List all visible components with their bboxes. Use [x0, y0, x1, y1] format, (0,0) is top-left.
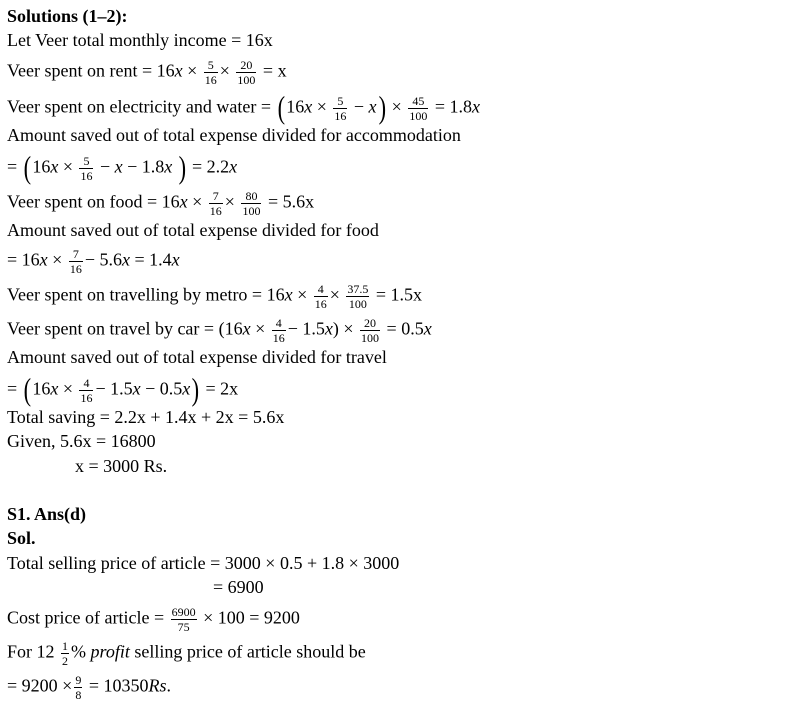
fraction: $\frac{4}{16}$ — [80, 376, 93, 405]
eq-food: Veer spent on food = 16x × $\frac{7}{16}$ × $\frac{80}{100}$ = 5.6x — [7, 189, 315, 218]
eq-travel-saving: = (16x × $\frac{4}{16}$ − 1.5x − 0.5x) = 2x — [7, 370, 239, 407]
text-line-food-saving: Amount saved out of total expense divided for food — [7, 220, 379, 240]
fraction: $\frac{6900}{75}$ — [171, 605, 196, 634]
answer-heading: S1. Ans(d) — [7, 504, 87, 524]
text-line-x-value: x = 3000 Rs. — [75, 456, 168, 476]
eq-total-selling-price-result: = 6900 — [213, 577, 264, 597]
fraction: $\frac{5}{16}$ — [80, 154, 93, 183]
text-line-travel-saving: Amount saved out of total expense divided for travel — [7, 347, 387, 367]
solutions-heading: Solutions (1–2): — [7, 6, 128, 26]
fraction: $\frac{37.5}{100}$ — [347, 282, 369, 311]
eq-final-selling-price: = 9200 × $\frac{9}{8}$ = 10350Rs. — [7, 673, 171, 702]
eq-electricity: Veer spent on electricity and water = (16x × $\frac{5}{16}$ − x) × $\frac{45}{100}$ = 1.8x — [7, 88, 480, 125]
eq-metro: Veer spent on travelling by metro = 16x × $\frac{4}{16}$ × $\frac{37.5}{100}$ = 1.5x — [7, 282, 423, 311]
fraction: $\frac{4}{16}$ — [314, 282, 327, 311]
eq-rent: Veer spent on rent = 16x × $\frac{5}{16}$ × $\frac{20}{100}$ = x — [7, 58, 287, 87]
eq-food-saving: = 16x × $\frac{7}{16}$ − 5.6x = 1.4x — [7, 247, 180, 276]
fraction: $\frac{7}{16}$ — [69, 247, 82, 276]
text-line-accommodation: Amount saved out of total expense divided for accommodation — [7, 125, 461, 145]
fraction: $\frac{7}{16}$ — [209, 189, 222, 218]
fraction: $\frac{5}{16}$ — [334, 94, 347, 123]
eq-total-selling-price: Total selling price of article = 3000 × 0.5 + 1.8 × 3000 — [7, 553, 400, 573]
eq-car: Veer spent on travel by car = (16x × $\frac{4}{16}$ − 1.5x) × $\frac{20}{100}$ = 0.5x — [7, 316, 432, 345]
sol-label: Sol. — [7, 528, 36, 548]
text-line-given: Given, 5.6x = 16800 — [7, 431, 156, 451]
fraction: $\frac{4}{16}$ — [272, 316, 285, 345]
eq-accommodation-saving: = (16x × $\frac{5}{16}$ − x − 1.8x ) = 2.2x — [7, 148, 238, 185]
fraction: $\frac{1}{2}$ — [62, 639, 69, 668]
text-line-income: Let Veer total monthly income = 16x — [7, 30, 273, 50]
eq-cost-price: Cost price of article = $\frac{6900}{75}$ × 100 = 9200 — [7, 605, 300, 634]
fraction: $\frac{5}{16}$ — [204, 58, 217, 87]
text-line-total-saving: Total saving = 2.2x + 1.4x + 2x = 5.6x — [7, 407, 285, 427]
fraction: $\frac{9}{8}$ — [75, 673, 82, 702]
fraction: $\frac{45}{100}$ — [409, 94, 428, 123]
fraction: $\frac{80}{100}$ — [242, 189, 261, 218]
eq-profit-line: For 12 $\frac{1}{2}$ % profit selling price of article should be — [7, 639, 366, 668]
fraction: $\frac{20}{100}$ — [237, 58, 256, 87]
fraction: $\frac{20}{100}$ — [361, 316, 380, 345]
